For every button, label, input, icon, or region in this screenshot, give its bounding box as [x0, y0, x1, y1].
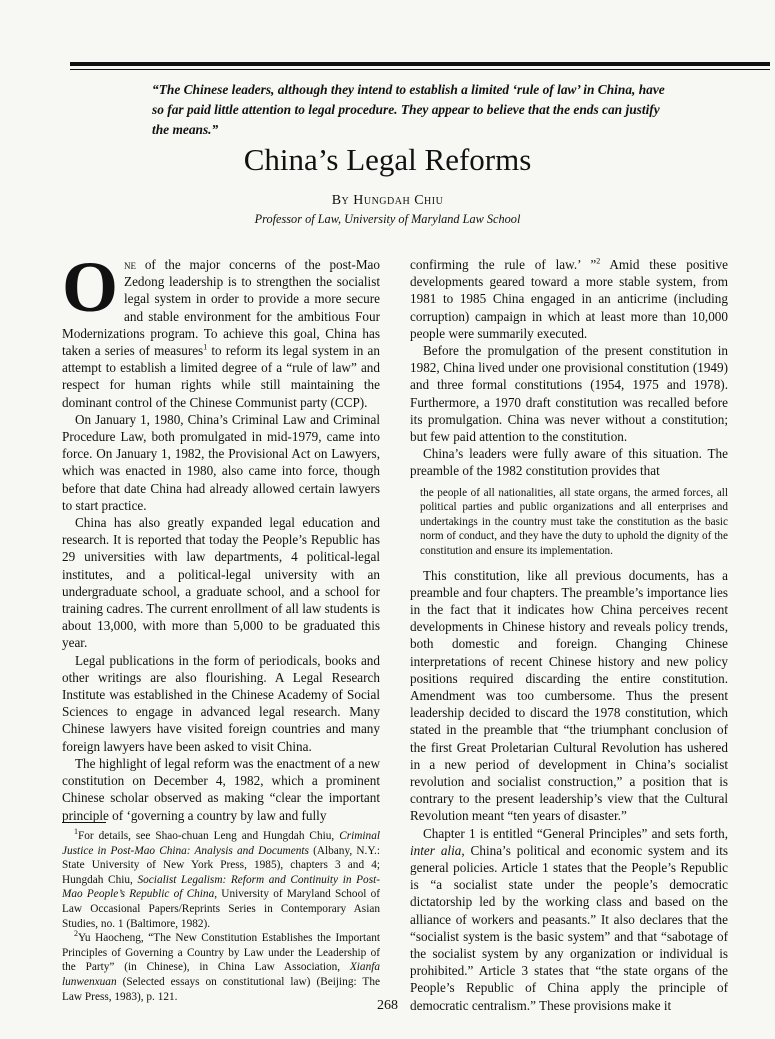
paragraph-text: confirming the rule of law.’ ” — [410, 257, 597, 272]
footnote-text: (Albany, N.Y.: State University of New York Press, 1985), chapters 3 and 4; Hungdah Chiu, — [62, 844, 380, 886]
paragraph — [410, 825, 728, 1014]
author-byline: By Hungdah Chiu — [331, 193, 444, 208]
footnote-2 — [62, 931, 380, 1004]
paragraph: On January 1, 1980, China’s Criminal Law and Criminal Procedure Law, both promulgated in mid-1979, came into force. On January 1, 1982, the Provisional Act on Lawyers, which was enacted in 1980, also came into force, though before that date China had already allowed certain lawyers to start practice. — [62, 411, 380, 513]
paragraph-text: Amid these positive developments geared toward a more stable system, from 1981 to 1985 China engaged in an anticrime (including corruption) campaign in which at least more than 10,000 people were summarily executed. — [410, 257, 728, 341]
paragraph: Legal publications in the form of periodicals, books and other writings are also flourishing. A Legal Research Institute was established in the Chinese Academy of Social Sciences to engage in advanced legal research. Many Chinese lawyers have visited foreign countries and many foreign lawyers have been asked to visit China. — [62, 652, 380, 754]
paragraph — [410, 256, 728, 342]
footnote-title: Criminal Justice in Post-Mao China: Analysis and Documents — [62, 830, 380, 857]
footnote-number: 1 — [74, 827, 78, 837]
footnote-text: , University of Maryland School of Law Occasional Papers/Reprints Series in Contemporary Asian Studies, no. 1 (Baltimore, 1982). — [62, 888, 380, 930]
footnote-text: For details, see Shao-chuan Leng and Hungdah Chiu, — [78, 830, 340, 842]
drop-cap: O — [62, 247, 119, 327]
paragraph: China has also greatly expanded legal education and research. It is reported that today the People’s Republic has 29 universities with law departments, 4 political-legal institutes, and a political-legal university with an undergraduate school, a graduate school, and a school for training cadres. The current enrollment of all law students is about 13,000, with more than 5,000 to be graduated this year. — [62, 515, 380, 651]
footnote-rule — [62, 822, 106, 823]
paragraph — [62, 247, 380, 411]
footnote-ref[interactable]: 1 — [203, 342, 208, 352]
top-rule — [70, 62, 770, 66]
left-column — [62, 247, 380, 824]
latin-phrase: inter alia — [410, 842, 462, 858]
paragraph-text: of the major concerns of the post-Mao Zedong leadership is to strengthen the socialist legal system in order to provide a more secure and stable environment for the ambitious Four Modernizations program. To achieve this goal, China has taken a series of measures — [62, 257, 380, 359]
paragraph: This constitution, like all previous documents, has a preamble and four chapters. The preamble’s importance lies in the fact that it indicates how China perceives recent developments in Chinese history and reveals policy trends, both domestic and foreign. Changing Chinese interpretations of recent Chinese history and new policy positions required discarding the entire constitution. Amendment was too cumbersome. Thus the present leadership decided to discard the 1978 constitution, which stated in the preamble that “the triumphant conclusion of the first Great Proletarian Cultural Revolution has ushered in a new period of development in China’s socialist revolution and socialist construction,” a position that is contrary to the present leadership’s view that the Cultural Revolution meant “ten years of disaster.” — [410, 567, 728, 824]
footnote-1 — [62, 829, 380, 931]
footnote-number: 2 — [74, 929, 78, 939]
author-affiliation: Professor of Law, University of Maryland Law School — [254, 212, 521, 226]
paragraph: Before the promulgation of the present constitution in 1982, China lived under one provisional constitution (1949) and three formal constitutions (1954, 1975 and 1978). Furthermore, a 1970 draft constitution was recalled before its promulgation. China was never without a constitution; but few paid attention to the constitution. — [410, 343, 728, 445]
footnotes — [62, 822, 380, 1004]
footnote-text: Yu Haocheng, “The New Constitution Establishes the Important Principles of Governing a Country by Law under the Leadership of the Party” (in Chinese), in China Law Association, — [62, 932, 380, 974]
paragraph-text: to reform its legal system in an attempt to establish a limited degree of a “rule of law” and respect for human rights while still maintaining the dominant control of the Chinese Communist party (CCP). — [62, 343, 380, 410]
block-quote: the people of all nationalities, all state organs, the armed forces, all political parties and public organizations and all enterprises and undertakings in the country must take the constitution as the basic norm of conduct, and they have the duty to uphold the dignity of the constitution and ensure its implementation. — [420, 486, 728, 558]
lead-word: ne — [124, 257, 137, 272]
article-title: China’s Legal Reforms — [243, 142, 532, 177]
pull-quote: “The Chinese leaders, although they intend to establish a limited ‘rule of law’ in China, have so far paid little attention to legal procedure. They appear to believe that the ends can justify the means.” — [152, 82, 665, 137]
paragraph-text: , China’s political and economic system and its general policies. Article 1 states that the People’s Republic is “a socialist state under the people’s democratic dictatorship led by the working class and based on the alliance of workers and peasants.” It also declares that the “socialist system is the basic system” and that “sabotage of the socialist system by any organization or individual is prohibited.” Article 3 states that “the state organs of the People’s Republic of China apply the principle of democratic centralism.” These provisions make it — [410, 842, 728, 1013]
paragraph: China’s leaders were fully aware of this situation. The preamble of the 1982 constitution provides that — [410, 446, 728, 479]
footnote-text: (Selected essays on constitutional law) (Beijing: The Law Press, 1983), p. 121. — [62, 975, 380, 1003]
page-number: 268 — [377, 998, 398, 1013]
paragraph-text: Chapter 1 is entitled “General Principles” and sets forth, — [423, 825, 728, 841]
right-column — [410, 256, 728, 1014]
top-rule-thin — [70, 69, 770, 70]
footnote-title: Socialist Legalism: Reform and Continuity in Post-Mao People’s Republic of China — [62, 873, 380, 901]
paragraph: The highlight of legal reform was the enactment of a new constitution on December 4, 1982, which a prominent Chinese scholar observed as making “clear the important principle of ‘governing a country by law and fully — [62, 755, 380, 823]
footnote-title: Xianfa lunwenxuan — [62, 961, 380, 988]
footnote-ref[interactable]: 2 — [596, 256, 601, 266]
